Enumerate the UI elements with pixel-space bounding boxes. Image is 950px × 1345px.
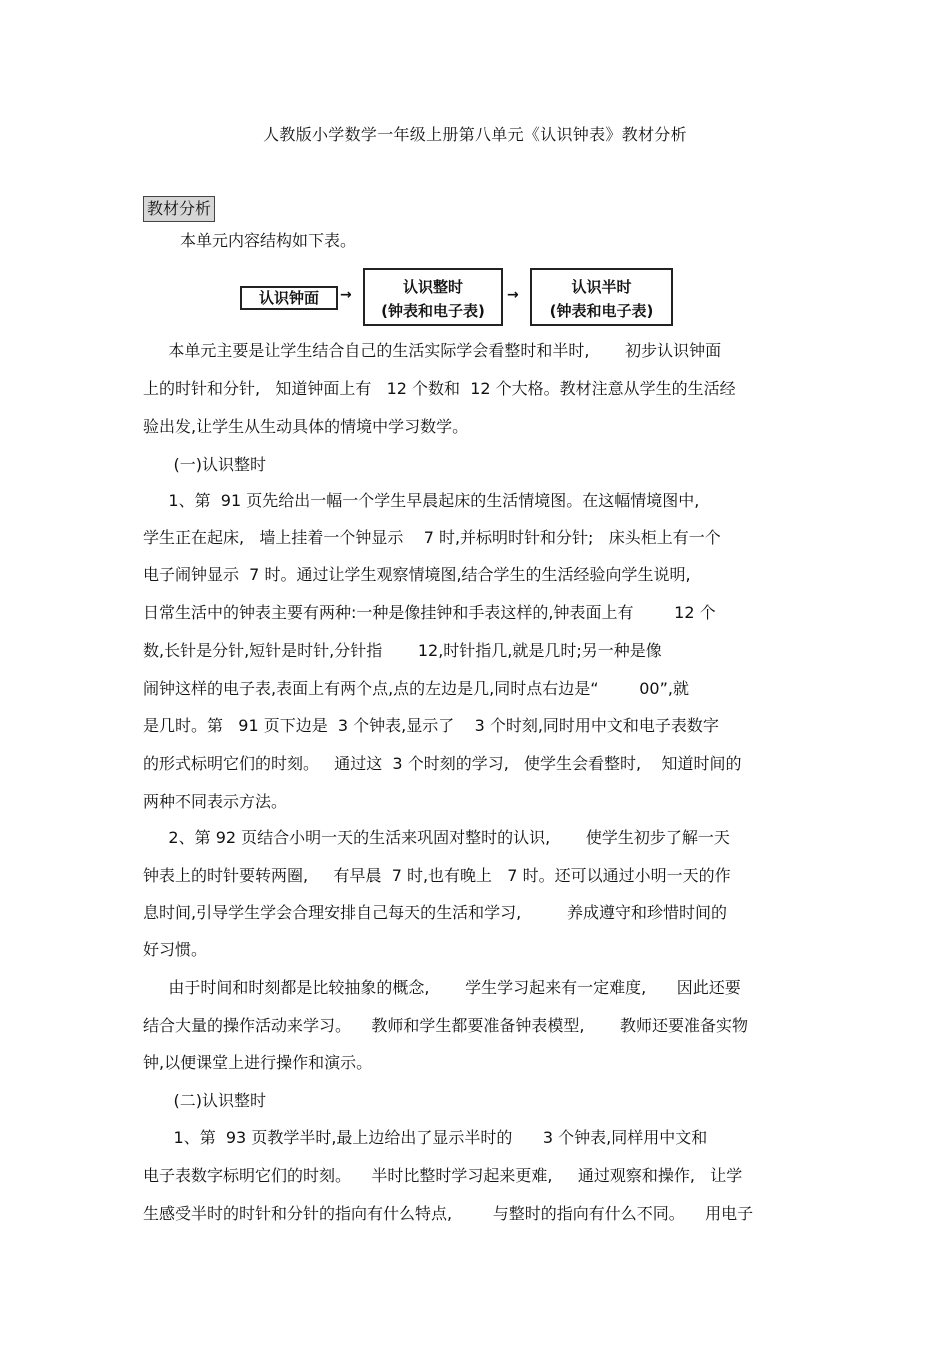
- text-line: 钟,以便课堂上进行操作和演示。: [143, 1053, 373, 1072]
- text-line: 1、第 93 页教学半时,最上边给出了显示半时的 3 个钟表,同样用中文和: [143, 1128, 708, 1147]
- diagram-box-sublabel: (钟表和电子表): [381, 302, 485, 320]
- text-line: 的形式标明它们的时刻。 通过这 3 个时刻的学习, 使学生会看整时, 知道时间的: [143, 754, 742, 773]
- document-title: 人教版小学数学一年级上册第八单元《认识钟表》教材分析: [263, 125, 687, 144]
- diagram-box-label: 认识整时: [402, 278, 463, 296]
- diagram-box-clock-face: [240, 286, 338, 310]
- text-line: 本单元主要是让学生结合自己的生活实际学会看整时和半时, 初步认识钟面: [143, 341, 722, 360]
- text-line: 结合大量的操作活动来学习。 教师和学生都要准备钟表模型, 教师还要准备实物: [143, 1016, 749, 1035]
- text-line: 验出发,让学生从生动具体的情境中学习数学。: [143, 417, 469, 436]
- text-line: 数,长针是分针,短针是时针,分针指 12,时针指几,就是几时;另一种是像: [143, 641, 662, 660]
- text-line: 学生正在起床, 墙上挂着一个钟显示 7 时,并标明时针和分针; 床头柜上有一个: [143, 528, 721, 547]
- text-line: 由于时间和时刻都是比较抽象的概念, 学生学习起来有一定难度, 因此还要: [143, 978, 741, 997]
- text-line: 电子闹钟显示 7 时。通过让学生观察情境图,结合学生的生活经验向学生说明,: [143, 565, 691, 584]
- diagram-arrow: →: [340, 287, 352, 303]
- diagram-box-label: 认识半时: [571, 278, 632, 296]
- subheading: (一)认识整时: [143, 455, 267, 474]
- diagram-box-half-hour: [530, 268, 673, 326]
- diagram-box-label: 认识钟面: [258, 289, 319, 307]
- text-line: 息时间,引导学生学会合理安排自己每天的生活和学习, 养成遵守和珍惜时间的: [143, 903, 727, 922]
- diagram-box-whole-hour: [363, 268, 503, 326]
- text-line: 两种不同表示方法。: [143, 792, 288, 811]
- section-tag: 教材分析: [143, 196, 215, 222]
- text-line: 生感受半时的时针和分针的指向有什么特点, 与整时的指向有什么不同。 用电子: [143, 1204, 754, 1223]
- text-line: 上的时针和分针, 知道钟面上有 12 个数和 12 个大格。教材注意从学生的生活经: [143, 379, 736, 398]
- text-line: 2、第 92 页结合小明一天的生活来巩固对整时的认识, 使学生初步了解一天: [143, 828, 730, 847]
- text-line: 闹钟这样的电子表,表面上有两个点,点的左边是几,同时点右边是“ 00”,就: [143, 679, 689, 698]
- intro-text: 本单元内容结构如下表。: [180, 231, 357, 250]
- text-line: 好习惯。: [143, 940, 208, 959]
- text-line: 钟表上的时针要转两圈, 有早晨 7 时,也有晚上 7 时。还可以通过小明一天的作: [143, 866, 731, 885]
- diagram-box-sublabel: (钟表和电子表): [549, 302, 654, 320]
- unit-structure-diagram: [240, 265, 680, 329]
- text-line: 电子表数字标明它们的时刻。 半时比整时学习起来更难, 通过观察和操作, 让学: [143, 1166, 743, 1185]
- subheading: (二)认识整时: [143, 1091, 267, 1110]
- diagram-arrow: →: [507, 287, 519, 303]
- text-line: 1、第 91 页先给出一幅一个学生早晨起床的生活情境图。在这幅情境图中,: [143, 491, 700, 510]
- text-line: 日常生活中的钟表主要有两种:一种是像挂钟和手表这样的,钟表面上有 12 个: [143, 603, 716, 622]
- text-line: 是几时。第 91 页下边是 3 个钟表,显示了 3 个时刻,同时用中文和电子表数字: [143, 716, 719, 735]
